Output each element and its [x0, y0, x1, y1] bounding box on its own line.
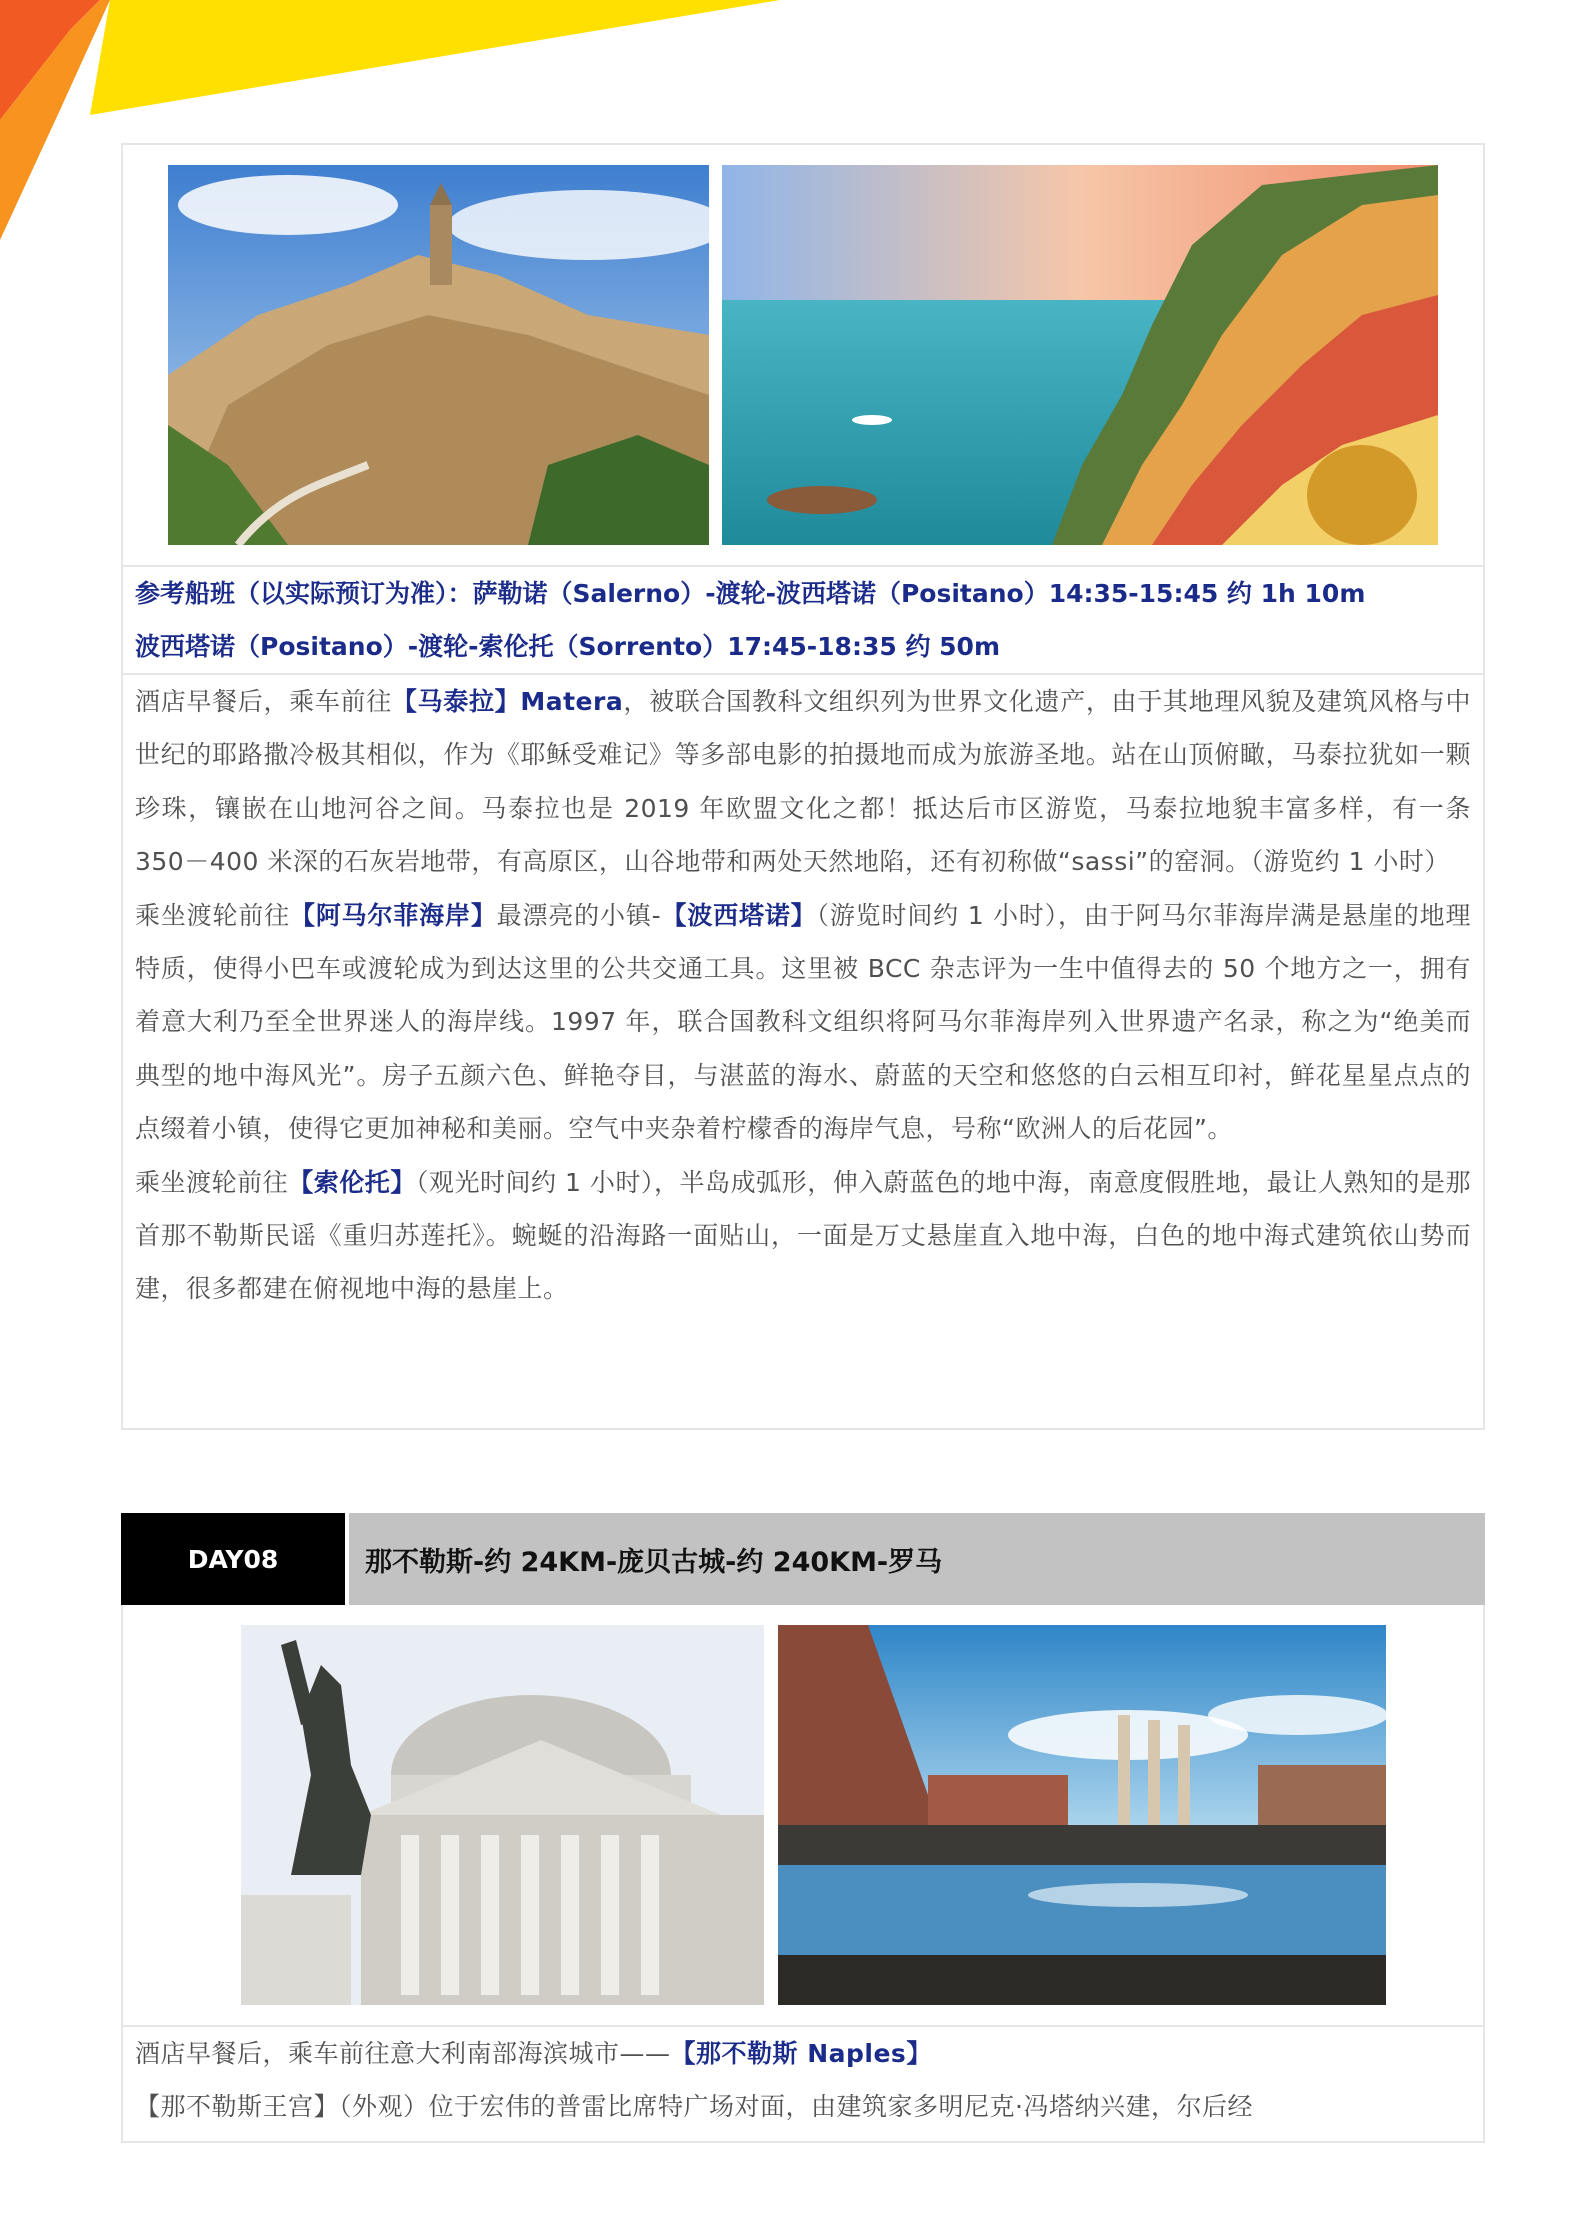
text-span: ，被联合国教科文组织列为世界文化遗产，由于其地理风貌及建筑风格与中世纪的耶路撒冷极其相似，作为《耶稣受难记》等多部电影的拍摄地而成为旅游圣地。站在山顶俯瞰，马泰拉犹如一颗珍珠，镶嵌在山地河谷之间。马泰拉也是 2019 年欧盟文化之都！抵达后市区游览，马泰拉地貌丰富多样，有一条 350－400 米深的石灰岩地带，有高原区，山谷地带和两处天然地陷，还有初称做“sassi”的窑洞。（游览约 1 小时）: [135, 687, 1471, 877]
naples-photo: [241, 1625, 764, 2005]
text-span: 乘坐渡轮前往: [135, 900, 290, 930]
sorrento-paragraph: [135, 1156, 1471, 1316]
positano-highlight: 【波西塔诺】: [661, 900, 817, 930]
text-span: （观光时间约 1 小时），半岛成弧形，伸入蔚蓝色的地中海，南意度假胜地，最让人熟知的是那首那不勒斯民谣《重归苏莲托》。蜿蜒的沿海路一面贴山，一面是万丈悬崖直入地中海，白色的地中海式建筑依山势而建，很多都建在俯视地中海的悬崖上。: [135, 1167, 1471, 1304]
text-span: 酒店早餐后，乘车前往意大利南部海滨城市——: [135, 2039, 671, 2068]
amalfi-highlight: 【阿马尔菲海岸】: [290, 900, 497, 930]
day08-text: [123, 2025, 1483, 2134]
matera-highlight: 【马泰拉】Matera: [391, 687, 624, 716]
day-content-block: [121, 143, 1485, 1430]
naples-highlight: 【那不勒斯 Naples】: [670, 2039, 932, 2068]
ferry-info: [123, 565, 1483, 673]
itinerary-text: [123, 673, 1483, 1316]
text-span: 最漂亮的小镇-: [496, 900, 662, 930]
day-label: DAY08: [121, 1513, 345, 1605]
sorrento-highlight: 【索伦托】: [288, 1167, 416, 1197]
palace-paragraph: 【那不勒斯王宫】（外观）位于宏伟的普雷比席特广场对面，由建筑家多明尼克·冯塔纳兴建，尔后经: [135, 2092, 1253, 2122]
pompeii-photo: [778, 1625, 1386, 2005]
ferry-line-1: 参考船班（以实际预订为准）：萨勒诺（Salerno）-渡轮-波西塔诺（Positano）14:35-15:45 约 1h 10m: [135, 579, 1366, 608]
ferry-line-2: 波西塔诺（Positano）-渡轮-索伦托（Sorrento）17:45-18:35 约 50m: [135, 632, 1000, 661]
amalfi-paragraph: [135, 889, 1471, 1156]
day08-content-block: [121, 1605, 1485, 2143]
day-title: 那不勒斯-约 24KM-庞贝古城-约 240KM-罗马: [349, 1513, 1485, 1605]
day-header: [121, 1513, 1485, 1605]
naples-paragraph: [135, 2027, 1471, 2080]
text-span: 乘坐渡轮前往: [135, 1167, 289, 1197]
text-span: 酒店早餐后，乘车前往: [135, 687, 392, 716]
photo-row: [123, 1605, 1483, 2025]
positano-photo: [722, 165, 1438, 545]
photo-row: [123, 145, 1483, 565]
matera-paragraph: [135, 675, 1471, 889]
text-span: （游览时间约 1 小时），由于阿马尔菲海岸满是悬崖的地理特质，使得小巴车或渡轮成为到达这里的公共交通工具。这里被 BCC 杂志评为一生中值得去的 50 个地方之一，拥有着意大利乃至全世界迷人的海岸线。1997 年，联合国教科文组织将阿马尔菲海岸列入世界遗产名录，称之为“绝美而典型的地中海风光”。房子五颜六色、鲜艳夺目，与湛蓝的海水、蔚蓝的天空和悠悠的白云相互印衬，鲜花星星点点的点缀着小镇，使得它更加神秘和美丽。空气中夹杂着柠檬香的海岸气息，号称“欧洲人的后花园”。: [135, 900, 1471, 1144]
matera-photo: [168, 165, 709, 545]
